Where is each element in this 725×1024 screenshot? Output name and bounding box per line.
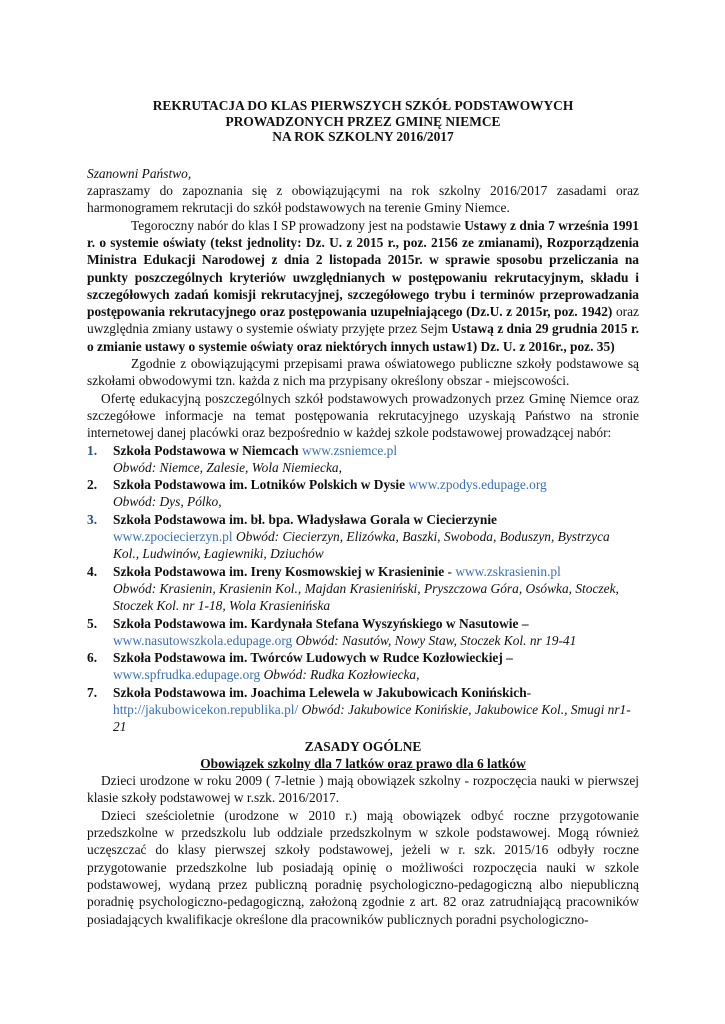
title-line-2: PROWADZONYCH PRZEZ GMINĘ NIEMCE xyxy=(225,113,501,129)
school-separator: - xyxy=(444,563,456,579)
school-website-link[interactable]: http://jakubowicekon.republika.pl/ xyxy=(113,701,299,717)
seven-year-olds-paragraph: Dzieci urodzone w roku 2009 ( 7-letnie ) mają obowiązek szkolny - rozpoczęcia nauki w pierwszej klasie szkoły podstawowej w r.szk. 2016/2017. xyxy=(87,773,639,806)
legal-text-2: oraz uwzględnia zmiany ustawy o systemie oświaty przyjęte przez Sejm xyxy=(87,304,639,337)
school-district: Obwód: Rudka Kozłowiecka, xyxy=(263,667,420,683)
school-website-link[interactable]: www.zskrasienin.pl xyxy=(455,563,561,579)
school-website-link[interactable]: www.zpodys.edupage.org xyxy=(408,477,547,493)
school-number: 5. xyxy=(87,615,98,631)
school-name: Szkoła Podstawowa im. bł. bpa. Władysława Gorala w Ciecierzynie xyxy=(113,511,497,527)
school-website-link[interactable]: www.spfrudka.edupage.org xyxy=(113,667,261,683)
school-item xyxy=(87,649,639,684)
intro-paragraph: zapraszamy do zapoznania się z obowiązującymi na rok szkolny 2016/2017 zasadami oraz harmonogramem rekrutacji do szkół podstawowych na terenie Gminy Niemce. xyxy=(87,183,639,216)
school-districts-paragraph: Zgodnie z obowiązującymi przepisami prawa oświatowego publiczne szkoły podstawowe są szkołami obwodowymi tzn. każda z nich ma przypisany określony obszar - miejscowości. xyxy=(87,356,639,389)
title-line-3: NA ROK SZKOLNY 2016/2017 xyxy=(272,129,454,145)
school-list xyxy=(87,442,639,736)
school-item xyxy=(87,684,639,736)
school-number: 2. xyxy=(87,477,98,493)
educational-offer-paragraph: Ofertę edukacyjną poszczególnych szkół podstawowych prowadzonych przez Gminę Niemce oraz szczegółowe informacje na temat postępowania rekrutacyjnego uzyskają Państwo na stronie internetowej danej placówki oraz bezpośrednio w każdej szkole podstawowej prowadzącej nabór: xyxy=(87,390,639,441)
school-number: 3. xyxy=(87,511,98,527)
document-title xyxy=(87,98,639,145)
school-item xyxy=(87,615,639,650)
school-name: Szkoła Podstawowa im. Kardynała Stefana Wyszyńskiego w Nasutowie – xyxy=(113,615,529,631)
legal-text-1: Tegoroczny nabór do klas I SP prowadzony jest na podstawie xyxy=(131,217,465,233)
six-year-olds-paragraph: Dzieci sześcioletnie (urodzone w 2010 r.) mają obowiązek odbyć roczne przygotowanie przedszkolne w przedszkolu lub oddziale przedszkolnym w szkole podstawowej. Mogą również uczęszczać do klasy pierwszej szkoły podstawowej, jeżeli w r. szk. 2015/16 odbyły roczne przygotowanie przedszkolne lub posiadają opinię o możliwości rozpoczęcia nauki w szkole podstawowej, wydaną przez publiczną poradnię psychologiczno-pedagogiczną albo niepubliczną poradnię psychologiczno-pedagogiczną, założoną zgodnie z art. 82 oraz zatrudniającą pracowników posiadających kwalifikacje określone dla pracowników publicznych poradni psychologiczno- xyxy=(87,807,639,927)
school-separator: - xyxy=(526,684,532,700)
school-number: 6. xyxy=(87,650,98,666)
school-district: Obwód: Dys, Pólko, xyxy=(113,494,222,510)
school-name: Szkoła Podstawowa w Niemcach xyxy=(113,442,299,458)
legal-basis-paragraph xyxy=(87,217,639,355)
school-district: Obwód: Nasutów, Nowy Staw, Stoczek Kol. nr 19-41 xyxy=(295,632,577,648)
greeting: Szanowni Państwo, xyxy=(87,165,192,181)
title-line-1: REKRUTACJA DO KLAS PIERWSZYCH SZKÓŁ PODSTAWOWYCH xyxy=(152,98,574,113)
school-name: Szkoła Podstawowa im. Twórców Ludowych w Rudce Kozłowieckiej – xyxy=(113,650,513,666)
school-district: Obwód: Krasienin, Krasienin Kol., Majdan Krasieniński, Pryszczowa Góra, Osówka, Stoczek, Stoczek Kol. nr 1-18, Wola Krasienińska xyxy=(113,580,619,614)
school-item xyxy=(87,442,639,477)
school-item xyxy=(87,476,639,511)
school-number: 1. xyxy=(87,442,98,458)
school-number: 7. xyxy=(87,684,98,700)
school-name: Szkoła Podstawowa im. Lotników Polskich w Dysie xyxy=(113,477,406,493)
document-page xyxy=(87,98,639,928)
school-number: 4. xyxy=(87,563,98,579)
school-district: Obwód: Ciecierzyn, Elizówka, Baszki, Swoboda, Boduszyn, Bystrzyca Kol., Ludwinów, Łagiewniki, Dziuchów xyxy=(113,529,610,562)
school-district: Obwód: Niemce, Zalesie, Wola Niemiecka, xyxy=(113,459,342,475)
legal-act-2: Ustawą z dnia 29 grudnia 2015 r. o zmianie ustawy o systemie oświaty oraz niektórych innych ustaw1) Dz. U. z 2016r., poz. 35) xyxy=(87,321,640,354)
legal-act-1: Ustawy z dnia 7 września 1991 r. o systemie oświaty (tekst jednolity: Dz. U. z 2015 r., poz. 2156 ze zmianami), Rozporządzenia Ministra Edukacji Narodowej z dnia 2 listopada 2015r. w sprawie sposobu przeliczania na punkty poszczególnych kryteriów uwzględnianych w postępowaniu rekrutacyjnym, składu i szczegółowych zadań komisji rekrutacyjnej, szczegółowego trybu i terminów przeprowadzania postępowania rekrutacyjnego oraz postępowania uzupełniającego (Dz.U. z 2015r, poz. 1942) xyxy=(87,217,639,320)
school-obligation-heading: Obowiązek szkolny dla 7 latków oraz prawo dla 6 latków xyxy=(200,755,526,771)
school-name: Szkoła Podstawowa im. Joachima Lelewela w Jakubowicach Konińskich xyxy=(113,684,527,700)
school-district: Obwód: Jakubowice Konińskie, Jakubowice Kol., Smugi nr1-21 xyxy=(113,701,631,735)
school-item xyxy=(87,563,639,615)
school-item xyxy=(87,511,639,563)
school-website-link[interactable]: www.nasutowszkola.edupage.org xyxy=(113,632,293,648)
school-website-link[interactable]: www.zpociecierzyn.pl xyxy=(113,529,233,545)
general-rules-heading: ZASADY OGÓLNE xyxy=(304,738,422,754)
school-website-link[interactable]: www.zsniemce.pl xyxy=(301,442,398,458)
school-name: Szkoła Podstawowa im. Ireny Kosmowskiej w Krasieninie xyxy=(113,563,445,579)
